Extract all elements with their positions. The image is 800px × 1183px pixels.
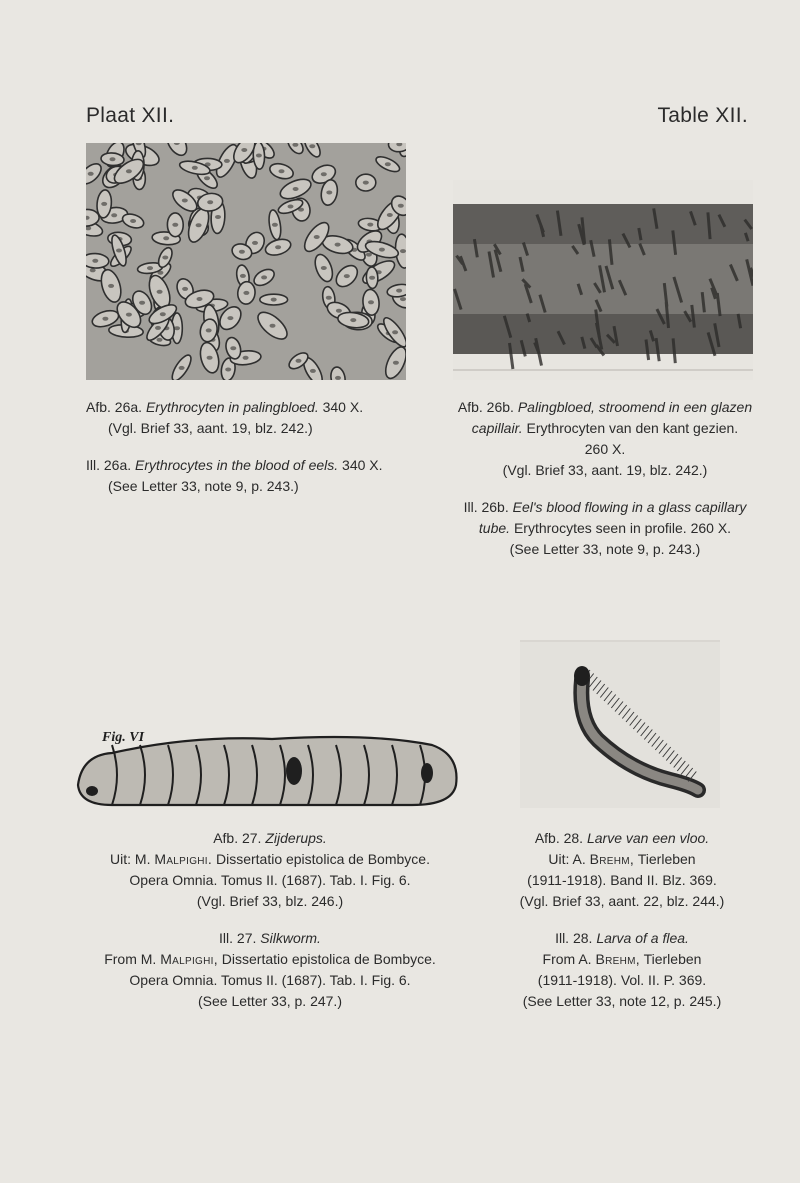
caption-27-dutch-line1 — [70, 828, 470, 849]
caption-26b-dutch-line2 — [452, 418, 758, 439]
plate-number-english: Table XII. — [657, 104, 748, 127]
magnification: 260 X. — [690, 520, 732, 536]
flea-larva-drawing — [520, 640, 720, 808]
caption-26a-dutch-line1 — [86, 397, 416, 418]
caption-label: Ill. 27. — [219, 930, 257, 946]
source-prefix: From M. — [104, 951, 157, 967]
magnification: 340 X. — [342, 457, 383, 473]
caption-27-english-line1 — [70, 928, 470, 949]
source-title: Dissertatio epistolica de Bombyce. — [221, 951, 436, 967]
caption-label: Afb. 27. — [213, 830, 262, 846]
caption-label: Afb. 26b. — [457, 399, 514, 415]
magnification: 340 X. — [322, 399, 364, 415]
caption-source — [70, 849, 470, 870]
capillary-tube-photo — [453, 180, 753, 380]
caption-source-line2: (1911-1918). Band II. Blz. 369. — [527, 872, 717, 888]
caption-label: Afb. 26a. — [86, 399, 143, 415]
caption-28 — [490, 828, 754, 1012]
caption-ref: (See Letter 33, p. 247.) — [198, 993, 342, 1009]
caption-source — [490, 949, 754, 970]
caption-title: Palingbloed, stroomend in een glazen — [517, 399, 753, 415]
caption-26b-english-line1 — [452, 497, 758, 518]
source-prefix: From A. — [542, 951, 592, 967]
caption-source — [70, 949, 470, 970]
source-title: Dissertatio epistolica de Bombyce. — [215, 851, 430, 867]
caption-title: Zijderups. — [265, 830, 327, 846]
plate-number-dutch: Plaat XII. — [86, 104, 175, 127]
source-title: Tierleben — [643, 951, 702, 967]
caption-title: Silkworm. — [260, 930, 321, 946]
source-author: Malpighi. — [154, 851, 213, 867]
caption-26a — [86, 397, 416, 497]
caption-label: Afb. 28. — [534, 830, 584, 846]
caption-26b-dutch-line1 — [452, 397, 758, 418]
caption-28-dutch-line1 — [490, 828, 754, 849]
caption-label: Ill. 26a. — [86, 457, 132, 473]
caption-26b — [452, 397, 758, 560]
caption-ref: (See Letter 33, note 9, p. 243.) — [108, 478, 299, 494]
caption-ref: (Vgl. Brief 33, aant. 19, blz. 242.) — [108, 420, 313, 436]
caption-ref: (Vgl. Brief 33, blz. 246.) — [196, 893, 344, 909]
caption-title: Larve van een vloo. — [586, 830, 710, 846]
source-author: Brehm, — [589, 851, 635, 867]
source-author: Brehm, — [595, 951, 640, 967]
caption-source-line2: (1911-1918). Vol. II. P. 369. — [537, 972, 707, 988]
caption-source-line2: Opera Omnia. Tomus II. (1687). Tab. I. Fig. 6. — [129, 972, 411, 988]
caption-label: Ill. 26b. — [463, 499, 509, 515]
caption-title: Erythrocyten in palingbloed. — [145, 399, 319, 415]
caption-source-line2: Opera Omnia. Tomus II. (1687). Tab. I. Fig. 6. — [129, 872, 411, 888]
caption-title: Eel's blood flowing in a glass capillary — [512, 499, 747, 515]
caption-text: Erythrocyten van den kant gezien. — [526, 420, 739, 436]
caption-ref: (Vgl. Brief 33, aant. 19, blz. 242.) — [502, 462, 708, 478]
caption-28-english-line1 — [490, 928, 754, 949]
caption-title-cont: tube. — [478, 520, 511, 536]
caption-text: Erythrocytes seen in profile. — [513, 520, 687, 536]
source-author: Malpighi, — [160, 951, 218, 967]
caption-title-cont: capillair. — [471, 420, 523, 436]
erythrocytes-micrograph — [86, 143, 406, 380]
caption-26b-english-line2 — [452, 518, 758, 539]
caption-title: Larva of a flea. — [596, 930, 689, 946]
source-title: Tierleben — [637, 851, 696, 867]
source-prefix: Uit: M. — [110, 851, 151, 867]
caption-title: Erythrocytes in the blood of eels. — [135, 457, 339, 473]
caption-26a-english-line1 — [86, 455, 416, 476]
caption-ref: (Vgl. Brief 33, aant. 22, blz. 244.) — [519, 893, 725, 909]
caption-ref: (See Letter 33, note 12, p. 245.) — [522, 993, 722, 1009]
magnification: 260 X. — [584, 441, 626, 457]
caption-27 — [70, 828, 470, 1012]
source-prefix: Uit: A. — [548, 851, 586, 867]
caption-source — [490, 849, 754, 870]
plate-fig-label: Fig. VI — [102, 730, 145, 745]
silkworm-engraving — [72, 725, 462, 810]
caption-label: Ill. 28. — [555, 930, 593, 946]
caption-ref: (See Letter 33, note 9, p. 243.) — [509, 541, 701, 557]
